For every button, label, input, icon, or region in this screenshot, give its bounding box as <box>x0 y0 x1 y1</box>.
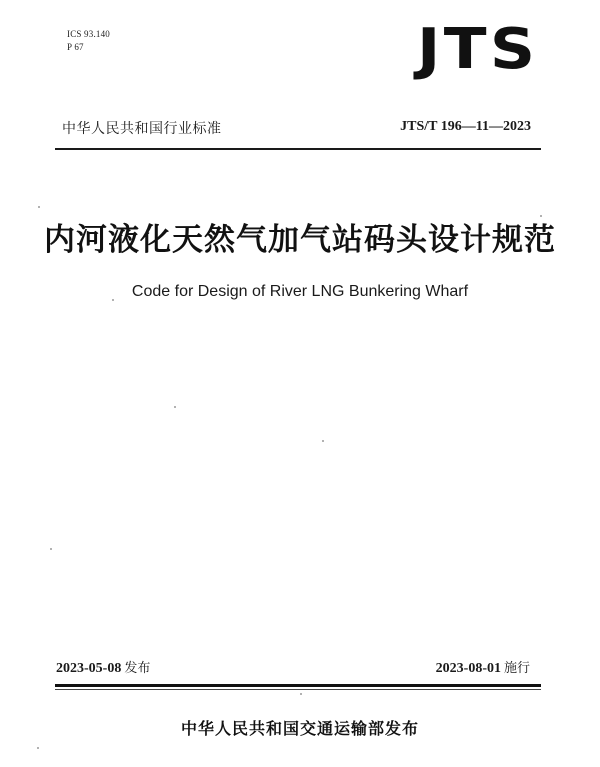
issue-date-line <box>56 657 150 677</box>
footer-divider-thin <box>55 689 541 690</box>
title-english: Code for Design of River LNG Bunkering Wharf <box>131 283 469 300</box>
scan-speck <box>38 206 40 208</box>
scan-speck <box>300 693 302 695</box>
header-divider <box>55 148 541 150</box>
standard-category: 中华人民共和国行业标准 <box>62 121 222 137</box>
scan-speck <box>540 215 542 217</box>
standard-number: JTS/T 196—11—2023 <box>400 119 531 134</box>
ics-code: ICS 93.140 <box>67 29 111 39</box>
issue-date: 2023-05-08 <box>56 661 122 676</box>
scan-speck <box>112 299 114 301</box>
scan-speck <box>322 440 324 442</box>
implementation-date: 2023-08-01 <box>435 661 501 676</box>
jts-logo: JTS <box>416 17 538 82</box>
issue-label: 发布 <box>124 661 151 676</box>
footer-divider-thick <box>55 684 541 687</box>
scan-speck <box>50 548 52 550</box>
scan-speck <box>37 747 39 749</box>
implementation-date-line <box>436 657 530 677</box>
scan-speck <box>174 406 176 408</box>
title-chinese: 内河液化天然气加气站码头设计规范 <box>44 222 556 258</box>
publisher: 中华人民共和国交通运输部发布 <box>180 719 419 738</box>
implementation-label: 施行 <box>503 661 530 676</box>
ccs-code: P 67 <box>67 42 84 52</box>
